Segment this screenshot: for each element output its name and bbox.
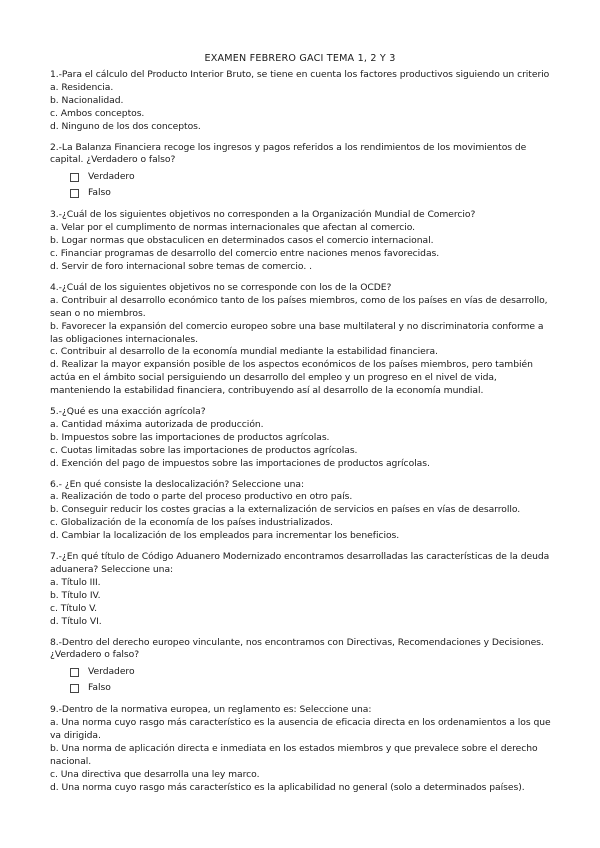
- page-title: EXAMEN FEBRERO GACI TEMA 1, 2 Y 3: [204, 53, 396, 64]
- option-b: b. Una norma de aplicación directa e inmediata en los estados miembros y que prevalece sobre el derecho nacional.: [50, 743, 538, 767]
- option-a: a. Velar por el cumplimento de normas internacionales que afectan al comercio.: [50, 222, 416, 234]
- checkbox-verdadero-row[interactable]: [70, 169, 555, 185]
- option-c: c. Ambos conceptos.: [50, 107, 145, 119]
- question-7: [50, 551, 555, 628]
- question-text: 7.-¿En qué título de Código Aduanero Modernizado encontramos desarrolladas las características de la deuda aduanera? Seleccione una:: [50, 551, 550, 575]
- question-8: [50, 637, 555, 697]
- question-6: [50, 479, 555, 544]
- questions-list: [50, 69, 555, 803]
- options-list: [50, 222, 555, 274]
- option-c: c. Financiar programas de desarrollo del comercio entre naciones menos favorecidas.: [50, 248, 440, 260]
- checkbox-falso[interactable]: [70, 684, 79, 693]
- option-b: b. Impuestos sobre las importaciones de productos agrícolas.: [50, 431, 330, 443]
- checkbox-label: Verdadero: [88, 665, 135, 677]
- option-c: c. Contribuir al desarrollo de la economía mundial mediante la estabilidad financiera.: [50, 346, 438, 358]
- question-3: [50, 209, 555, 274]
- question-2: [50, 142, 555, 202]
- question-4: [50, 282, 555, 398]
- option-a: a. Una norma cuyo rasgo más característico es la ausencia de eficacia directa en los ordenamientos a los que va dirigida.: [50, 717, 551, 742]
- option-b: b. Conseguir reducir los costes gracias a la externalización de servicios en países en vías de desarrollo.: [50, 504, 521, 516]
- checkbox-label: Falso: [88, 186, 111, 198]
- option-d: d. Cambiar la localización de los empleados para incrementar los beneficios.: [50, 530, 400, 542]
- option-b: b. Título IV.: [50, 589, 101, 601]
- true-false-options: [70, 169, 555, 201]
- checkbox-verdadero[interactable]: [70, 173, 79, 182]
- option-d: d. Ninguno de los dos conceptos.: [50, 120, 201, 132]
- options-list: [50, 419, 555, 471]
- option-d: d. Título VI.: [50, 615, 102, 627]
- question-text: 8.-Dentro del derecho europeo vinculante, nos encontramos con Directivas, Recomendaciones y Decisiones. ¿Verdadero o falso?: [50, 636, 544, 661]
- option-d: d. Realizar la mayor expansión posible de los aspectos económicos de los países miembros, pero también actúa en el ámbito social persiguiendo un desarrollo del empleo y un progreso en el nivel de vida, manteniendo la estabilidad financiera, contribuyendo así al desarrollo de la economía mundial.: [50, 359, 533, 397]
- question-text: 9.-Dentro de la normativa europea, un reglamento es: Seleccione una:: [50, 704, 372, 716]
- checkbox-falso-row[interactable]: [70, 680, 555, 696]
- option-c: c. Título V.: [50, 602, 97, 614]
- true-false-options: [70, 664, 555, 696]
- option-b: b. Nacionalidad.: [50, 94, 124, 106]
- option-a: a. Realización de todo o parte del proceso productivo en otro país.: [50, 491, 353, 503]
- question-text: 5.-¿Qué es una exacción agrícola?: [50, 406, 206, 418]
- option-c: c. Una directiva que desarrolla una ley marco.: [50, 768, 260, 780]
- checkbox-label: Falso: [88, 681, 111, 693]
- option-d: d. Exención del pago de impuestos sobre las importaciones de productos agrícolas.: [50, 457, 430, 469]
- option-d: d. Una norma cuyo rasgo más característico es la aplicabilidad no general (solo a determinados países).: [50, 781, 525, 793]
- question-text: 4.-¿Cuál de los siguientes objetivos no se corresponde con los de la OCDE?: [50, 281, 392, 293]
- checkbox-falso[interactable]: [70, 189, 79, 198]
- option-a: a. Contribuir al desarrollo económico tanto de los países miembros, como de los países en vías de desarrollo, sean o no miembros.: [50, 294, 548, 319]
- options-list: [50, 717, 555, 794]
- question-9: [50, 704, 555, 794]
- checkbox-verdadero-row[interactable]: [70, 664, 555, 680]
- checkbox-label: Verdadero: [88, 170, 135, 182]
- options-list: [50, 491, 555, 543]
- question-text: 3.-¿Cuál de los siguientes objetivos no corresponden a la Organización Mundial de Comercio?: [50, 209, 476, 221]
- question-text: 2.-La Balanza Financiera recoge los ingresos y pagos referidos a los rendimientos de los movimientos de capital. ¿Verdadero o falso?: [50, 141, 527, 166]
- option-a: a. Título III.: [50, 576, 101, 588]
- option-c: c. Cuotas limitadas sobre las importaciones de productos agrícolas.: [50, 444, 358, 456]
- question-text: 6.- ¿En qué consiste la deslocalización? Seleccione una:: [50, 478, 305, 490]
- option-b: b. Logar normas que obstaculicen en determinados casos el comercio internacional.: [50, 235, 434, 247]
- question-text: 1.-Para el cálculo del Producto Interior Bruto, se tiene en cuenta los factores productivos siguiendo un criterio: [50, 69, 550, 80]
- option-b: b. Favorecer la expansión del comercio europeo sobre una base multilateral y no discriminatoria conforme a las obligaciones internacionales.: [50, 320, 544, 345]
- checkbox-verdadero[interactable]: [70, 668, 79, 677]
- option-a: a. Cantidad máxima autorizada de producción.: [50, 418, 264, 430]
- checkbox-falso-row[interactable]: [70, 185, 555, 201]
- options-list: [50, 577, 555, 629]
- option-d: d. Servir de foro internacional sobre temas de comercio. .: [50, 260, 312, 272]
- options-list: [50, 295, 555, 398]
- question-1: [50, 69, 555, 134]
- question-5: [50, 406, 555, 471]
- options-list: [50, 82, 555, 134]
- option-a: a. Residencia.: [50, 81, 114, 93]
- option-c: c. Globalización de la economía de los países industrializados.: [50, 517, 333, 529]
